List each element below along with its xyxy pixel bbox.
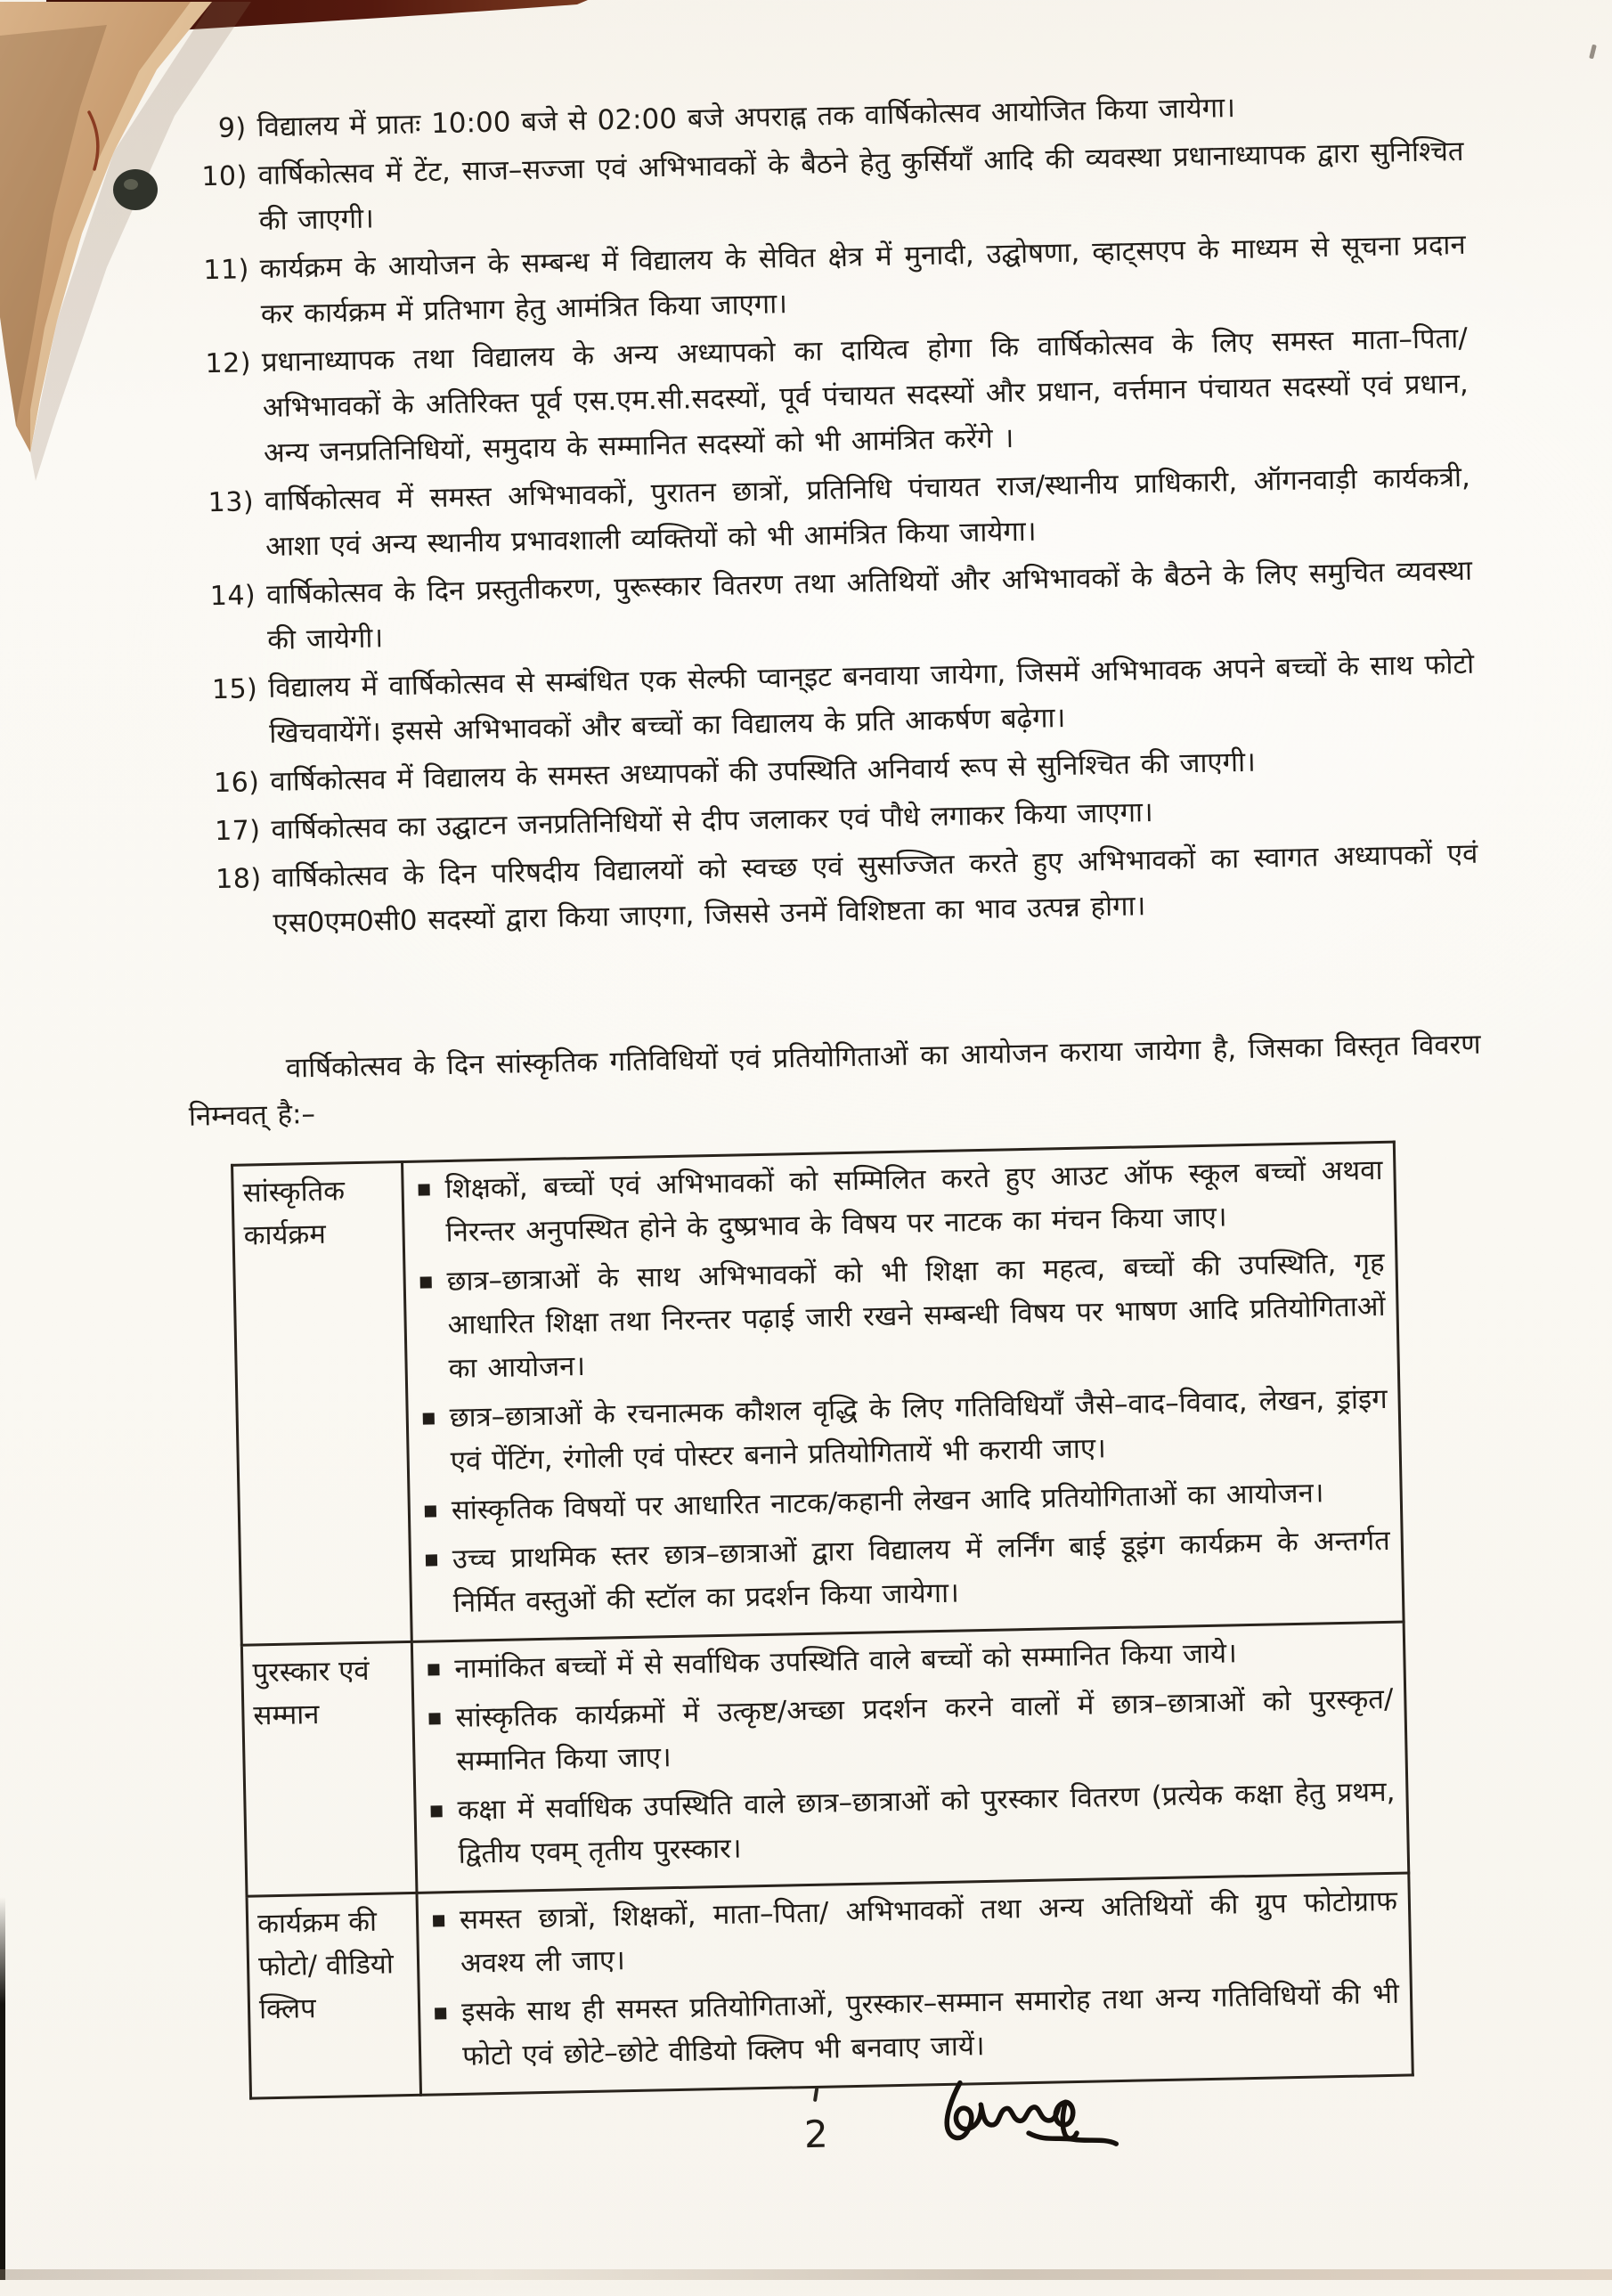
list-item-number: 16) bbox=[213, 767, 260, 800]
bullet-text: समस्त छात्रों, शिक्षकों, माता–पिता/ अभिभावकों तथा अन्य अतिथियों की ग्रुप फोटोग्राफ अवश्य ली जाए। bbox=[459, 1885, 1398, 1980]
bullet-square-icon bbox=[429, 1899, 452, 1986]
list-item-number: 18) bbox=[215, 863, 262, 896]
list-item-number: 9) bbox=[217, 112, 248, 144]
bullet-item bbox=[429, 1880, 1399, 1987]
bullet-item bbox=[416, 1242, 1387, 1392]
list-item-number: 17) bbox=[214, 815, 261, 848]
page-left-edge-shadow bbox=[0, 1897, 5, 2280]
stray-pen-mark bbox=[813, 2088, 818, 2102]
row-body bbox=[417, 1873, 1413, 2095]
row-body bbox=[411, 1622, 1408, 1893]
bullet-item bbox=[431, 1973, 1401, 2080]
bullet-item bbox=[419, 1378, 1388, 1485]
bullet-text: नामांकित बच्चों में से सर्वाधिक उपस्थिति वाले बच्चों को सम्मानित किया जाये। bbox=[454, 1637, 1238, 1685]
bullet-text: उच्च प्राथमिक स्तर छात्र–छात्राओं द्वारा विद्यालय में लर्निंग बाई डूइंग कार्यक्रम के अन्तर्गत निर्मित वस्तुओं की स्टॉल का प्रदर्शन किया जायेगा। bbox=[452, 1524, 1391, 1619]
bullet-square-icon bbox=[416, 1260, 440, 1391]
bullet-square-icon bbox=[427, 1789, 450, 1877]
list-item-text: वार्षिकोत्सव का उद्घाटन जनप्रतिनिधियों से दीप जलाकर एवं पौधे लगाकर किया जाएगा। bbox=[271, 796, 1154, 846]
binder-hole-glint bbox=[124, 179, 138, 190]
list-item-text: कार्यक्रम के आयोजन के सम्बन्ध में विद्यालय के सेवित क्षेत्र में मुनादी, उद्घोषणा, व्हाट्सएप के माध्यम से सूचना प्रदान कर कार्यक्रम में प्रतिभाग हेतु आमंत्रित किया जाएगा। bbox=[259, 228, 1466, 331]
signature-stroke bbox=[946, 2080, 1059, 2137]
list-item-text: विद्यालय में प्रातः 10:00 बजे से 02:00 बजे अपराह्न तक वार्षिकोत्सव आयोजित किया जायेगा। bbox=[256, 92, 1236, 144]
list-item-text: वार्षिकोत्सव में समस्त अभिभावकों, पुरातन छात्रों, प्रतिनिधि पंचायत राज/स्थानीय प्राधिकारी, ऑगनवाड़ी कार्यकत्री, आशा एवं अन्य स्थानीय प्रभावशाली व्यक्तियों को भी आमंत्रित किया जायेगा। bbox=[264, 460, 1471, 563]
signature-stroke bbox=[1029, 2131, 1116, 2145]
row-body bbox=[403, 1142, 1404, 1641]
list-item-number: 10) bbox=[201, 160, 248, 193]
bullet-item bbox=[425, 1678, 1395, 1785]
signature-scribble bbox=[921, 2069, 1128, 2171]
bullet-text: सांस्कृतिक कार्यक्रमों में उत्कृष्ट/अच्छा प्रदर्शन करने वालों में छात्र–छात्राओं को पुरस्कृत/सम्मानित किया जाए। bbox=[455, 1682, 1394, 1778]
signature-stroke bbox=[1055, 2102, 1077, 2138]
scan-bottom-edge bbox=[0, 2269, 1612, 2280]
row-header-awards: पुरस्कार एवं सम्मान bbox=[241, 1641, 417, 1896]
list-item-number: 14) bbox=[209, 580, 256, 613]
row-header-cultural-program: सांस्कृतिक कार्यक्रम bbox=[232, 1162, 412, 1646]
bullet-text: शिक्षकों, बच्चों एवं अभिभावकों को सम्मिलित करते हुए आउट ऑफ स्कूल बच्चों अथवा निरन्तर अनुपस्थित होने के दुष्प्रभाव के विषय पर नाटक का मंचन किया जाए। bbox=[444, 1153, 1383, 1250]
list-item-text: वार्षिकोत्सव में टेंट, साज–सज्जा एवं अभिभावकों के बैठने हेतु कुर्सियाँ आदि की व्यवस्था प्रधानाध्यापक द्वारा सुनिश्चित की जाएगी। bbox=[257, 134, 1464, 238]
bullet-square-icon bbox=[431, 1991, 454, 2079]
list-item-number: 11) bbox=[203, 254, 250, 287]
list-item-text: वार्षिकोत्सव में विद्यालय के समस्त अध्यापकों की उपस्थिति अनिवार्य रूप से सुनिश्चित की जाएगी। bbox=[270, 745, 1257, 798]
table-row bbox=[241, 1622, 1408, 1896]
row-header-photo-video: कार्यक्रम की फोटो/ वीडियो क्लिप bbox=[247, 1893, 421, 2098]
bullet-square-icon bbox=[414, 1168, 437, 1255]
bullet-text: इसके साथ ही समस्त प्रतियोगिताओं, पुरस्कार–सम्मान समारोह तथा अन्य गतिविधियों की भी फोटो एवं छोटे–छोटे वीडियो क्लिप भी बनवाए जायें। bbox=[460, 1977, 1400, 2072]
folded-page-corner bbox=[0, 0, 695, 499]
bullet-square-icon bbox=[422, 1538, 445, 1625]
bullet-item bbox=[422, 1519, 1392, 1626]
binder-hole bbox=[113, 169, 158, 210]
page-number: 2 bbox=[803, 2112, 830, 2157]
bullet-text: छात्र–छात्राओं के रचनात्मक कौशल वृद्धि के लिए गतिविधियाँ जैसे–वाद–विवाद, लेखन, ड्रांइग एवं पेंटिंग, रंगोली एवं पोस्टर बनाने प्रतियोगितायें भी करायी जाए। bbox=[449, 1382, 1388, 1478]
list-item-text: वार्षिकोत्सव के दिन प्रस्तुतीकरण, पुरूस्कार वितरण तथा अतिथियों और अभिभावकों के बैठने के लिए समुचित व्यवस्था की जायेगी। bbox=[265, 554, 1473, 656]
bullet-square-icon bbox=[424, 1648, 446, 1691]
bullet-item bbox=[427, 1771, 1396, 1877]
table-row bbox=[247, 1873, 1413, 2098]
bullet-text: छात्र–छात्राओं के साथ अभिभावकों को भी शिक्षा का महत्व, बच्चों की उपस्थिति, गृह आधारित शिक्षा तथा निरन्तर पढ़ाई जारी रखने सम्बन्धी विषय पर भाषण आदि प्रतियोगिताओं का आयोजन। bbox=[446, 1246, 1386, 1386]
list-item-number: 15) bbox=[211, 673, 258, 706]
list-item-text: वार्षिकोत्सव के दिन परिषदीय विद्यालयों को स्वच्छ एवं सुसज्जित करते हुए अभिभावकों का स्वागत अध्यापकों एवं एस0एम0सी0 सदस्यों द्वारा किया जाएगा, जिससे उनमें विशिष्टता का भाव उत्पन्न होगा। bbox=[272, 837, 1478, 940]
bullet-square-icon bbox=[425, 1697, 448, 1784]
intro-paragraph: वार्षिकोत्सव के दिन सांस्कृतिक गतिविधियों एवं प्रतियोगिताओं का आयोजन कराया जायेगा है, जिसका विस्तृत विवरण निम्नवत् है:– bbox=[188, 1028, 1481, 1133]
activities-table bbox=[231, 1141, 1414, 2100]
list-item-text: विद्यालय में वार्षिकोत्सव से सम्बंधित एक सेल्फी प्वान्इट बनवाया जायेगा, जिसमें अभिभावक अपने बच्चों के साथ फोटो खिचवायेंगें। इससे अभिभावकों और बच्चों का विद्यालय के प्रति आकर्षण बढ़ेगा। bbox=[267, 647, 1475, 750]
list-item-text: प्रधानाध्यापक तथा विद्यालय के अन्य अध्यापको का दायित्व होगा कि वार्षिकोत्सव के लिए समस्त माता–पिता/अभिभावकों के अतिरिक्त पूर्व एस.एम.सी.सदस्यों, पूर्व पंचायत सदस्यों और प्रधान, वर्त्तमान पंचायत सदस्यों एवं प्रधान, अन्य जनप्रतिनिधियों, समुदाय के सम्मानित सदस्यों को भी आमंत्रित करेंगे । bbox=[261, 322, 1470, 469]
table-row bbox=[232, 1142, 1404, 1645]
bullet-text: सांस्कृतिक विषयों पर आधारित नाटक/कहानी लेखन आदि प्रतियोगिताओं का आयोजन। bbox=[451, 1477, 1324, 1527]
bullet-item bbox=[414, 1149, 1384, 1256]
list-item-number: 12) bbox=[205, 347, 252, 380]
bullet-text: कक्षा में सर्वाधिक उपस्थिति वाले छात्र–छात्राओं को पुरस्कार वितरण (प्रत्येक कक्षा हेतु प्रथम, द्वितीय एवम् तृतीय पुरस्कार। bbox=[457, 1775, 1396, 1870]
bullet-square-icon bbox=[419, 1396, 442, 1484]
bullet-square-icon bbox=[420, 1489, 443, 1533]
list-item-number: 13) bbox=[208, 486, 255, 519]
